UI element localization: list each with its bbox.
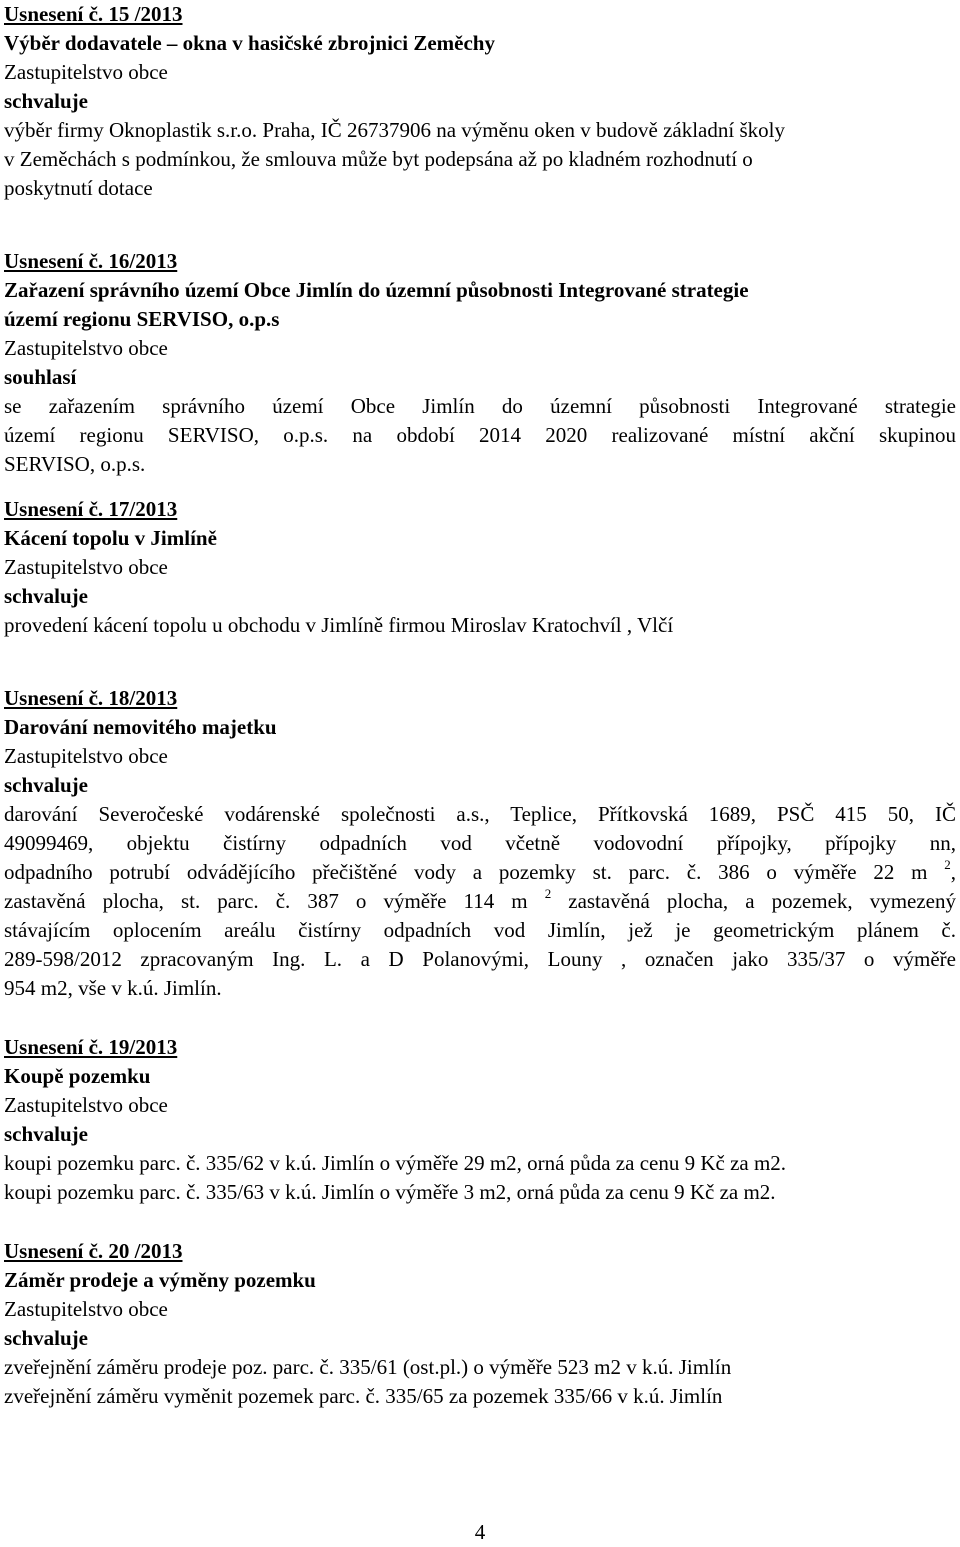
text-segment: zastavěná plocha, st. parc. č. 387 o výměře 114 m	[4, 889, 528, 913]
resolution-number: Usnesení č. 17/2013	[4, 497, 178, 521]
resolution-17	[4, 495, 956, 640]
text-segment: odpadního potrubí odvádějícího přečištěné vody a pozemky st. parc. č. 386 o výměře 22 m	[4, 860, 928, 884]
resolution-body: Zastupitelstvo obce	[4, 1297, 168, 1321]
resolution-text-line: se zařazením správního území Obce Jimlín do územní působnosti Integrované strategie	[4, 394, 956, 418]
resolution-text-line: provedení kácení topolu u obchodu v Jimlíně firmou Miroslav Kratochvíl , Vlčí	[4, 613, 674, 637]
superscript: 2	[544, 886, 552, 901]
resolution-text-line: výběr firmy Oknoplastik s.r.o. Praha, IČ 26737906 na výměnu oken v budově základní školy	[4, 118, 785, 142]
resolution-text-line: stávajícím oplocením areálu čistírny odpadních vod Jimlín, jež je geometrickým plánem č.	[4, 918, 956, 942]
resolution-verb: schvaluje	[4, 1122, 88, 1146]
resolution-text-line: 954 m2, vše v k.ú. Jimlín.	[4, 976, 222, 1000]
resolution-body: Zastupitelstvo obce	[4, 336, 168, 360]
resolution-number: Usnesení č. 20 /2013	[4, 1239, 183, 1263]
resolution-text-line: území regionu SERVISO, o.p.s. na období 2014 2020 realizované místní akční skupinou	[4, 423, 956, 447]
resolution-number: Usnesení č. 16/2013	[4, 249, 178, 273]
resolution-body: Zastupitelstvo obce	[4, 60, 168, 84]
resolution-20	[4, 1237, 956, 1411]
resolution-title: Kácení topolu v Jimlíně	[4, 526, 217, 550]
resolution-verb: schvaluje	[4, 1326, 88, 1350]
resolution-title: Koupě pozemku	[4, 1064, 151, 1088]
resolution-text-line: 289-598/2012 zpracovaným Ing. L. a D Polanovými, Louny , označen jako 335/37 o výměře	[4, 947, 956, 971]
resolution-text-line: SERVISO, o.p.s.	[4, 452, 146, 476]
resolution-text-line: v Zeměchách s podmínkou, že smlouva může byt podepsána až po kladném rozhodnutí o	[4, 147, 753, 171]
resolution-body: Zastupitelstvo obce	[4, 744, 168, 768]
resolution-text-line	[4, 858, 956, 887]
resolution-title-line: Zařazení správního území Obce Jimlín do územní působnosti Integrované strategie	[4, 278, 749, 302]
resolution-verb: schvaluje	[4, 89, 88, 113]
resolution-19	[4, 1033, 956, 1207]
resolution-verb: schvaluje	[4, 584, 88, 608]
resolution-text-line: zveřejnění záměru vyměnit pozemek parc. č. 335/65 za pozemek 335/66 v k.ú. Jimlín	[4, 1384, 723, 1408]
resolution-18	[4, 684, 956, 1003]
resolution-verb: souhlasí	[4, 365, 77, 389]
resolution-16	[4, 247, 956, 479]
resolution-number: Usnesení č. 19/2013	[4, 1035, 178, 1059]
resolution-text-line: koupi pozemku parc. č. 335/62 v k.ú. Jimlín o výměře 29 m2, orná půda za cenu 9 Kč za m2.	[4, 1151, 787, 1175]
text-segment: zastavěná plocha, a pozemek, vymezený	[551, 889, 956, 913]
resolution-text-line: darování Severočeské vodárenské společnosti a.s., Teplice, Přítkovská 1689, PSČ 415 50, IČ	[4, 802, 956, 826]
resolution-number: Usnesení č. 15 /2013	[4, 2, 183, 26]
resolution-title: Záměr prodeje a výměny pozemku	[4, 1268, 316, 1292]
resolution-text-line: poskytnutí dotace	[4, 176, 153, 200]
resolution-verb: schvaluje	[4, 773, 88, 797]
resolution-text-line: koupi pozemku parc. č. 335/63 v k.ú. Jimlín o výměře 3 m2, orná půda za cenu 9 Kč za m2.	[4, 1180, 776, 1204]
resolution-number: Usnesení č. 18/2013	[4, 686, 178, 710]
resolution-title: Výběr dodavatele – okna v hasičské zbrojnici Zeměchy	[4, 31, 495, 55]
resolution-text-line: zveřejnění záměru prodeje poz. parc. č. 335/61 (ost.pl.) o výměře 523 m2 v k.ú. Jimlín	[4, 1355, 732, 1379]
resolution-title-line: území regionu SERVISO, o.p.s	[4, 307, 280, 331]
resolution-15	[4, 0, 956, 203]
superscript: 2	[944, 857, 951, 872]
document-page	[4, 0, 956, 1411]
resolution-text-line	[4, 887, 956, 916]
text-segment: ,	[950, 860, 957, 884]
resolution-body: Zastupitelstvo obce	[4, 1093, 168, 1117]
resolution-body: Zastupitelstvo obce	[4, 555, 168, 579]
resolution-title: Darování nemovitého majetku	[4, 715, 277, 739]
resolution-text-line: 49099469, objektu čistírny odpadních vod včetně vodovodní přípojky, přípojky nn,	[4, 831, 956, 855]
page-number: 4	[474, 1520, 486, 1544]
